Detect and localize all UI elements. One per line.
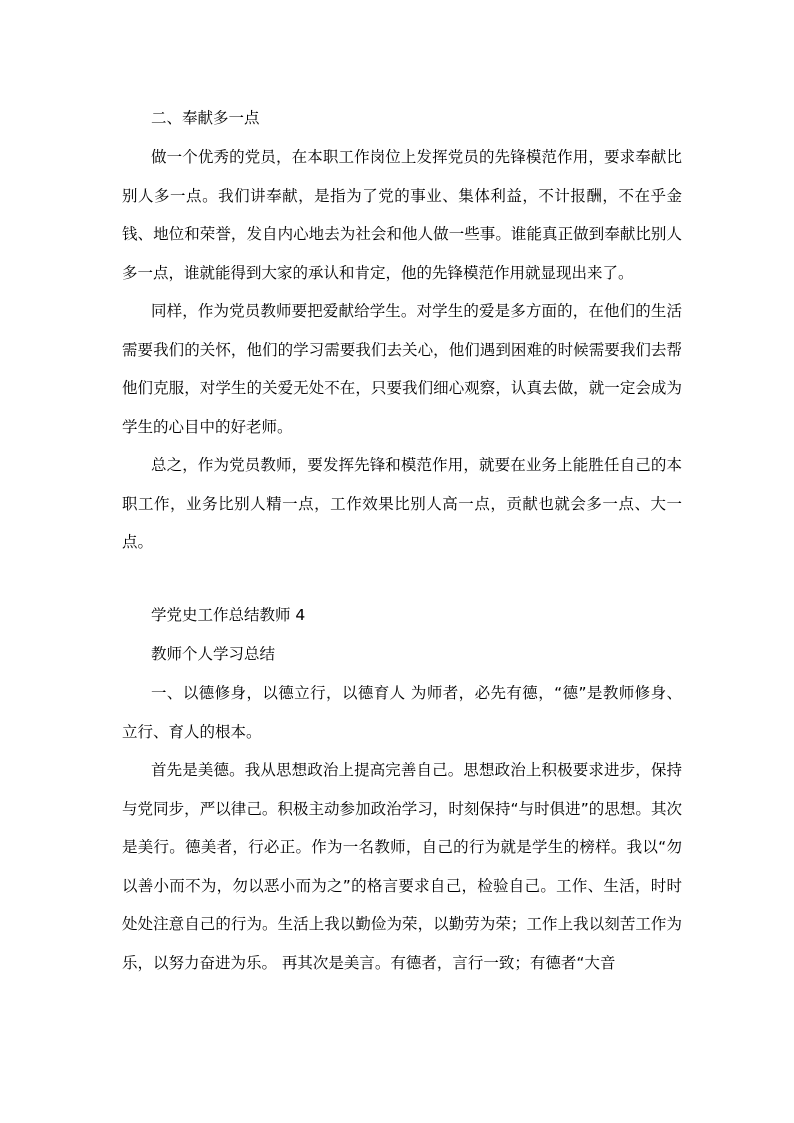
section-title-personal-study: 教师个人学习总结 xyxy=(151,645,276,663)
paragraph-dedication-intro: 做一个优秀的党员，在本职工作岗位上发挥党员的先锋模范作用，要求奉献比别人多一点。我们讲奉献，是指为了党的事业、集体利益，不计报酬，不在乎金钱、地位和荣誉，发自内心地去为社会和他人做一些事。谁能真正做到奉献比别人多一点，谁就能得到大家的承认和肯定，他的先锋模范作用就显现出来了。 xyxy=(122,148,682,282)
section-title-party-history: 学党史工作总结教师 4 xyxy=(151,606,306,624)
paragraph-conclusion: 总之，作为党员教师，要发挥先锋和模范作用，就要在业务上能胜任自己的本职工作，业务比别人精一点，工作效果比别人高一点，贡献也就会多一点、大一点。 xyxy=(122,456,682,551)
paragraph-love-for-students: 同样，作为党员教师要把爱献给学生。对学生的爱是多方面的，在他们的生活需要我们的关怀，他们的学习需要我们去关心，他们遇到困难的时候需要我们去帮他们克服，对学生的关爱无处不在，只要我们细心观察，认真去做，就一定会成为学生的心目中的好老师。 xyxy=(122,302,682,436)
section-heading-dedication: 二、奉献多一点 xyxy=(151,109,260,127)
paragraph-virtue-heading: 一、以德修身，以德立行，以德育人 为师者，必先有德，“德”是教师修身、立行、育人的根本。 xyxy=(122,684,682,741)
paragraph-virtue-details: 首先是美德。我从思想政治上提高完善自己。思想政治上积极要求进步，保持与党同步，严以律己。积极主动参加政治学习，时刻保持“与时俱进”的思想。其次是美行。德美者，行必正。作为一名教师，自己的行为就是学生的榜样。我以“勿以善小而不为，勿以恶小而为之”的格言要求自己，检验自己。工作、生活，时时处处注意自己的行为。生活上我以勤俭为荣，以勤劳为荣；工作上我以刻苦工作为乐，以努力奋进为乐。 再其次是美言。有德者，言行一致；有德者“大音 xyxy=(122,761,682,972)
